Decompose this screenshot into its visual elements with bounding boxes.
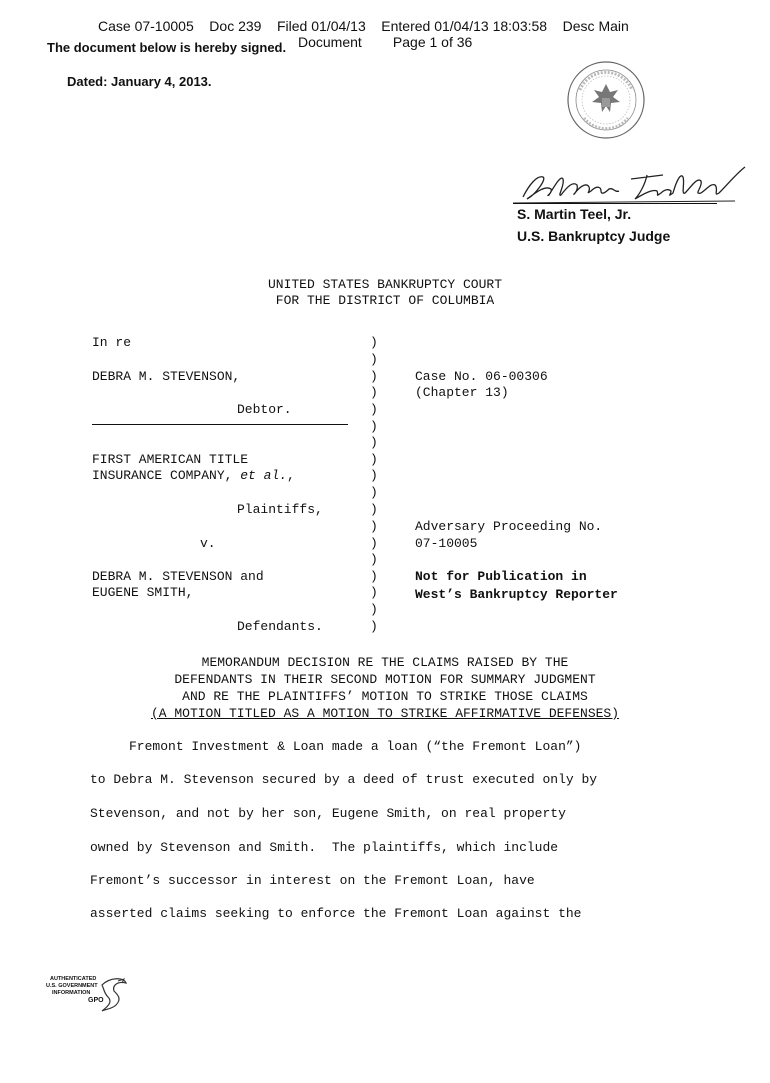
plaintiff-line1: FIRST AMERICAN TITLE [92,452,249,467]
court-district: FOR THE DISTRICT OF COLUMBIA [275,293,495,308]
body-line: Stevenson, and not by her son, Eugene Smith, on real property [90,806,566,821]
document-header-line2: Document Page 1 of 36 [298,34,473,50]
court-seal-icon [566,60,646,140]
in-re-label: In re [92,335,132,350]
signed-notice: The document below is hereby signed. [47,40,287,55]
debtor-role: Debtor. [237,402,292,417]
signature-line [513,203,717,204]
memo-title-line1: MEMORANDUM DECISION RE THE CLAIMS RAISED BY THE [201,655,569,670]
dated-line: Dated: January 4, 2013. [67,74,212,89]
not-for-publication-line1: Not for Publication in [415,569,587,584]
adversary-proceeding-number: 07-10005 [415,536,478,551]
body-line: to Debra M. Stevenson secured by a deed of trust executed only by [90,772,598,787]
defendant-line1: DEBRA M. STEVENSON and [92,569,264,584]
defendant-line2: EUGENE SMITH, [92,585,194,600]
gpo-authentication-logo: AUTHENTICATED U.S. GOVERNMENT INFORMATION GPO [44,975,134,1015]
court-name: UNITED STATES BANKRUPTCY COURT [267,277,503,292]
judge-name: S. Martin Teel, Jr. [517,206,632,222]
memo-title-line3: AND RE THE PLAINTIFFS’ MOTION TO STRIKE THOSE CLAIMS [182,689,588,704]
debtor-name: DEBRA M. STEVENSON, [92,369,241,384]
defendant-role: Defendants. [237,619,323,634]
gpo-eagle-icon [98,975,130,1013]
memo-title-line4: (A MOTION TITLED AS A MOTION TO STRIKE AFFIRMATIVE DEFENSES) [150,706,620,721]
caption-divider [92,424,348,425]
versus-label: v. [200,536,216,551]
document-header-line1: Case 07-10005 Doc 239 Filed 01/04/13 Entered 01/04/13 18:03:58 Desc Main [98,18,629,34]
body-line: asserted claims seeking to enforce the Fremont Loan against the [90,906,582,921]
memo-title-line2: DEFENDANTS IN THEIR SECOND MOTION FOR SUMMARY JUDGMENT [174,672,596,687]
judge-signature-icon [505,155,750,207]
adversary-proceeding-label: Adversary Proceeding No. [415,519,603,534]
body-line: Fremont’s successor in interest on the Fremont Loan, have [90,873,535,888]
plaintiff-line2: INSURANCE COMPANY, et al., [92,468,295,483]
body-line: Fremont Investment & Loan made a loan (“the Fremont Loan”) [90,739,582,754]
not-for-publication-line2: West’s Bankruptcy Reporter [415,587,618,602]
case-number: Case No. 06-00306 [415,369,548,384]
chapter-label: (Chapter 13) [415,385,509,400]
plaintiff-role: Plaintiffs, [237,502,323,517]
body-line: owned by Stevenson and Smith. The plaintiffs, which include [90,840,559,855]
judge-title: U.S. Bankruptcy Judge [517,228,671,244]
